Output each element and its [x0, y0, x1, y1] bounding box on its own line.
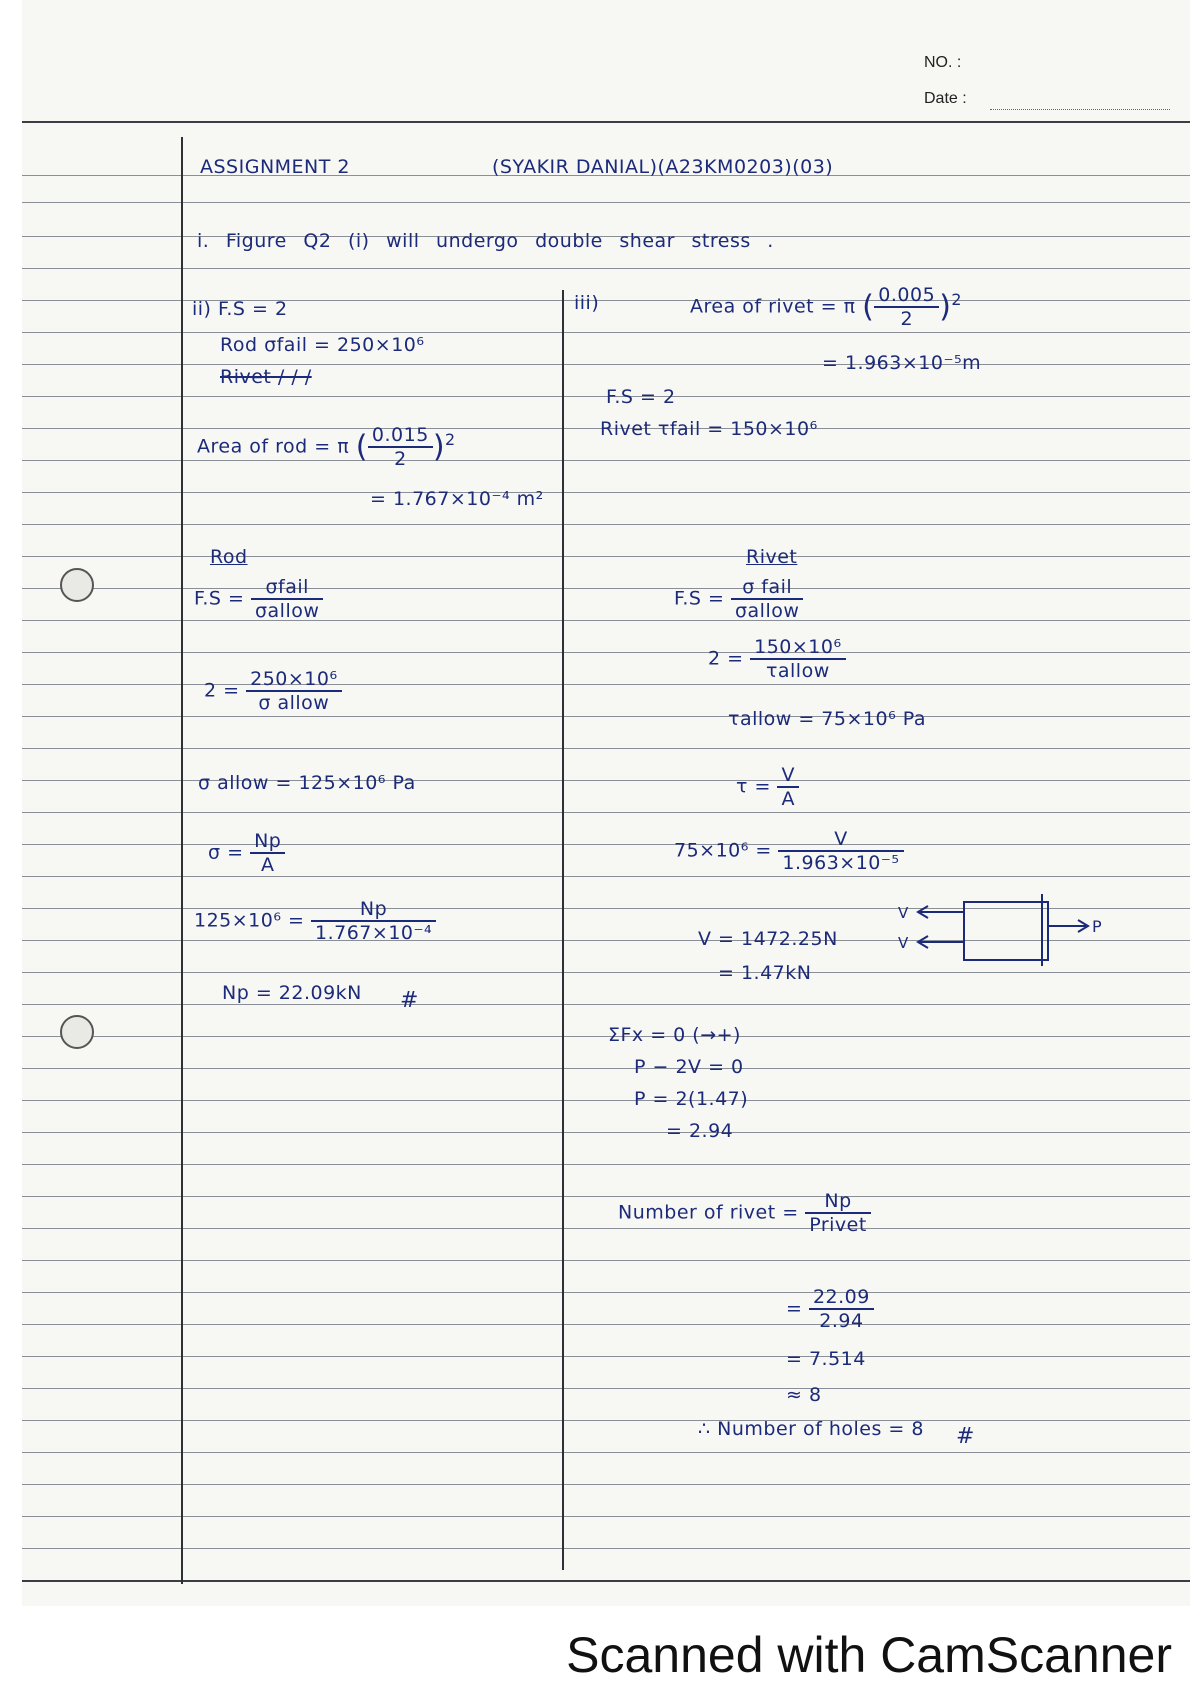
- rivet-division: [786, 1286, 874, 1332]
- p-substitution: P = 2(1.47): [634, 1088, 749, 1110]
- rivet-count-label: Number of rivet =: [618, 1201, 799, 1224]
- shear-sub-denominator: 1.963×10⁻⁵: [782, 852, 900, 874]
- ruled-line: [22, 202, 1190, 203]
- ruled-line: [22, 1484, 1190, 1485]
- fs-numerator: σfail: [251, 576, 323, 600]
- ruled-line: [22, 652, 1190, 653]
- stress-formula: [208, 830, 285, 876]
- diameter: 0.015: [368, 424, 433, 448]
- ruled-line: [22, 1164, 1190, 1165]
- notebook-page: [22, 0, 1190, 1606]
- ruled-line: [22, 1100, 1190, 1101]
- tau-lhs: τ =: [736, 775, 771, 798]
- rivet-count-equation: [618, 1190, 871, 1236]
- final-mark: #: [956, 1424, 975, 1449]
- rod-area-label: Area of rod =: [197, 435, 331, 458]
- top-rule: [22, 121, 1190, 123]
- rivet-area-equation: Area of rivet = π ( $\frac{0.005}{2}$ )$^2$: [690, 284, 962, 330]
- shear-sub-lhs: 75×10⁶ =: [674, 839, 772, 862]
- ruled-line: [22, 876, 1190, 877]
- rivet-area-label: Area of rivet = π: [690, 295, 856, 318]
- sigma-lhs: σ =: [208, 841, 244, 864]
- rivet-eq-lhs: 2 =: [708, 647, 744, 670]
- division-denominator: 2.94: [819, 1310, 864, 1332]
- sub-numerator: Np: [311, 898, 436, 922]
- rivet-divisor: 2: [900, 308, 914, 330]
- free-body-diagram: [872, 888, 1112, 978]
- ruled-line: [22, 844, 1190, 845]
- fs-label: F.S =: [194, 587, 245, 610]
- rivet-fs-label: F.S =: [674, 587, 725, 610]
- rivet-heading: Rivet: [746, 546, 798, 568]
- assignment-title: ASSIGNMENT 2: [200, 156, 351, 178]
- ruled-line: [22, 364, 1190, 365]
- shear-sub-numerator: V: [778, 828, 903, 852]
- bottom-rule: [22, 1580, 1190, 1582]
- rod-heading: Rod: [210, 546, 248, 568]
- punch-hole: [60, 568, 94, 602]
- np-result: Np = 22.09kN: [222, 982, 362, 1004]
- diagram-p-label: P: [1092, 917, 1102, 936]
- rivet-fs-denominator: σallow: [734, 600, 800, 622]
- sigma-denominator: A: [260, 854, 275, 876]
- sum-forces: ΣFx = 0 (→+): [608, 1024, 741, 1046]
- rod-area-equation: Area of rod = π ( $\frac{0.015}{2}$ )$^2$: [197, 424, 456, 470]
- rivet-fail-stress: Rivet τfail = 150×10⁶: [600, 418, 818, 440]
- v-result-kn: = 1.47kN: [718, 962, 812, 984]
- ruled-line: [22, 492, 1190, 493]
- ruled-line: [22, 812, 1190, 813]
- date-label: Date :: [924, 90, 967, 107]
- ruled-line: [22, 716, 1190, 717]
- rivet-area-result: = 1.963×10⁻⁵m: [822, 352, 982, 374]
- rod-fail-stress: Rod σfail = 250×10⁶: [220, 334, 425, 356]
- rivet-count-numerator: Np: [805, 1190, 871, 1214]
- ruled-line: [22, 268, 1190, 269]
- pi-symbol: π: [337, 435, 350, 458]
- part-iii-heading: iii): [574, 292, 600, 314]
- ruled-line: [22, 1036, 1190, 1037]
- rod-allow-result: σ allow = 125×10⁶ Pa: [198, 772, 416, 794]
- plate-block: [964, 902, 1048, 960]
- eq-denominator: σ allow: [258, 692, 330, 714]
- rivet-allow-equation: [708, 636, 846, 682]
- fs-denominator: σallow: [254, 600, 320, 622]
- rod-fs-equation: [194, 576, 323, 622]
- ruled-line: [22, 1420, 1190, 1421]
- final-mark: #: [400, 988, 419, 1013]
- part-i-answer: i. Figure Q2 (i) will undergo double shear stress .: [197, 230, 774, 252]
- shear-substitution: [674, 828, 904, 874]
- ruled-line: [22, 1132, 1190, 1133]
- ruled-line: [22, 1228, 1190, 1229]
- rivet-eq-numerator: 150×10⁶: [750, 636, 845, 660]
- ruled-line: [22, 524, 1190, 525]
- ruled-line: [22, 556, 1190, 557]
- rounded-result: ≈ 8: [786, 1384, 822, 1406]
- eq-lhs: 2 =: [204, 679, 240, 702]
- ruled-line: [22, 1196, 1190, 1197]
- diagram-v-label: V: [898, 904, 909, 922]
- ruled-line: [22, 332, 1190, 333]
- ruled-line: [22, 1004, 1190, 1005]
- ruled-line: [22, 1260, 1190, 1261]
- scratched-out-text: Rivet / / /: [220, 366, 312, 388]
- sub-denominator: 1.767×10⁻⁴: [315, 922, 433, 944]
- rivet-fs-numerator: σ fail: [731, 576, 803, 600]
- v-result: V = 1472.25N: [698, 928, 838, 950]
- rivet-exponent: 2: [951, 290, 962, 310]
- sub-lhs: 125×10⁶ =: [194, 909, 305, 932]
- eq-numerator: 250×10⁶: [246, 668, 341, 692]
- ruled-line: [22, 1292, 1190, 1293]
- ruled-line: [22, 1388, 1190, 1389]
- diagram-v-label: V: [898, 934, 909, 952]
- rod-area-result: = 1.767×10⁻⁴ m²: [370, 488, 544, 510]
- tau-denominator: A: [781, 788, 795, 810]
- exponent: 2: [445, 430, 456, 450]
- force-balance: P − 2V = 0: [634, 1056, 744, 1078]
- column-divider: [562, 290, 564, 1570]
- stress-substitution: [194, 898, 436, 944]
- rivet-allow-result: τallow = 75×10⁶ Pa: [728, 708, 926, 730]
- division-equals: =: [786, 1297, 803, 1320]
- ruled-line: [22, 1356, 1190, 1357]
- shear-formula: [736, 764, 799, 810]
- ruled-line: [22, 1452, 1190, 1453]
- rivet-fs-equation: [674, 576, 803, 622]
- holes-conclusion: ∴ Number of holes = 8: [698, 1418, 924, 1440]
- scanner-watermark: Scanned with CamScanner: [566, 1627, 1172, 1683]
- date-line: [990, 109, 1170, 110]
- punch-hole: [60, 1015, 94, 1049]
- rivet-fs: F.S = 2: [606, 386, 676, 408]
- divisor: 2: [394, 448, 407, 470]
- division-result: = 7.514: [786, 1348, 866, 1370]
- rod-allow-equation: [204, 668, 342, 714]
- tau-numerator: V: [777, 764, 799, 788]
- part-ii-heading: ii) F.S = 2: [192, 298, 288, 320]
- division-numerator: 22.09: [809, 1286, 874, 1310]
- no-label: NO. :: [924, 54, 962, 71]
- ruled-line: [22, 1516, 1190, 1517]
- ruled-line: [22, 1068, 1190, 1069]
- ruled-line: [22, 684, 1190, 685]
- rivet-count-denominator: Privet: [809, 1214, 867, 1236]
- ruled-line: [22, 748, 1190, 749]
- sigma-numerator: Np: [250, 830, 285, 854]
- p-result: = 2.94: [666, 1120, 734, 1142]
- rivet-diameter: 0.005: [874, 284, 939, 308]
- student-info: (SYAKIR DANIAL)(A23KM0203)(03): [492, 156, 834, 178]
- rivet-eq-denominator: τallow: [765, 660, 830, 682]
- ruled-line: [22, 1324, 1190, 1325]
- margin-line: [181, 137, 183, 1584]
- ruled-line: [22, 1548, 1190, 1549]
